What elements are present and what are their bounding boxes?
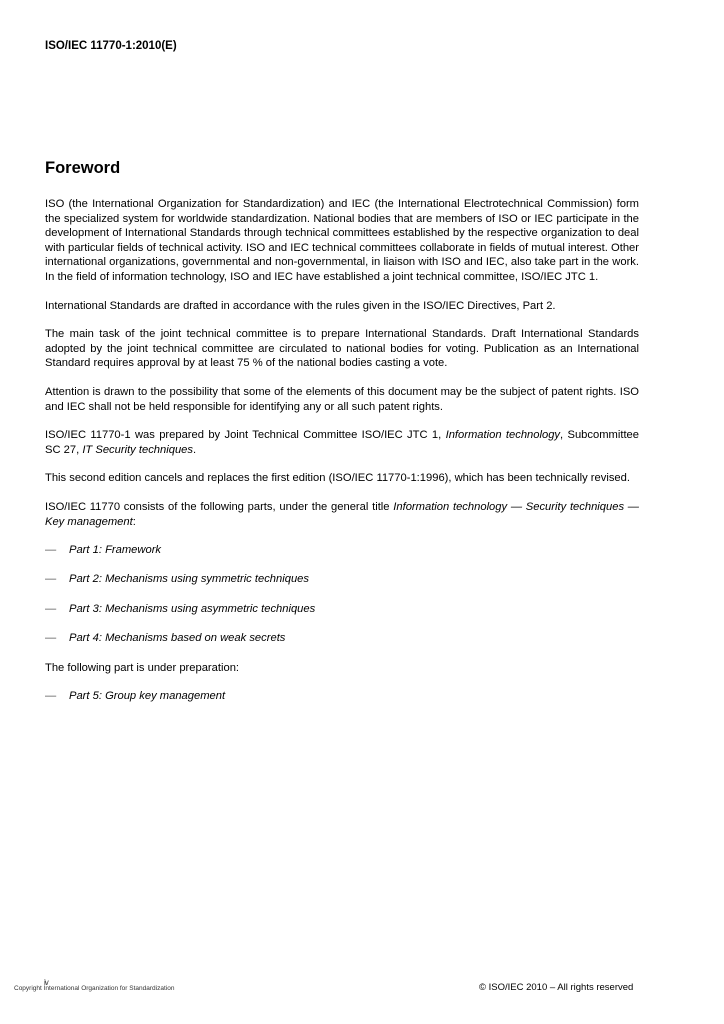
footer-left-text: Copyright International Organization for Standardization <box>14 985 175 992</box>
paragraph-preparation: The following part is under preparation: <box>45 661 240 674</box>
list-item <box>45 602 639 617</box>
footer-copyright-left <box>14 978 175 992</box>
paragraph-prepared-by <box>45 428 639 457</box>
parts-intro-text-c: : <box>132 515 136 528</box>
prepared-by-text-c: , Subcommittee SC 27, <box>45 429 639 456</box>
preparation-list <box>45 689 639 704</box>
prepared-by-italic-d: IT Security techniques <box>82 443 193 456</box>
paragraph-patent: Attention is drawn to the possibility that some of the elements of this document may be the subject of patent rights. ISO and IEC shall not be held responsible for identifying any or all such patent rights. <box>45 385 639 413</box>
list-item-label: Part 2: Mechanisms using symmetric techniques <box>69 573 310 586</box>
paragraph-intro: ISO (the International Organization for Standardization) and IEC (the International Electrotechnical Commission) form the specialized system for worldwide standardization. National bodies that are members of ISO or IEC participate in the development of International Standards through technical committees established by the respective organization to deal with particular fields of technical activity. ISO and IEC technical committees collaborate in fields of mutual interest. Other international organizations, governmental and non-governmental, in liaison with ISO and IEC, also take part in the work. In the field of information technology, ISO and IEC have established a joint technical committee, ISO/IEC JTC 1. <box>45 198 639 283</box>
paragraph-main-task: The main task of the joint technical committee is to prepare International Standards. Draft International Standards adopted by the joint technical committee are circulated to national bodies for voting. Publication as an International Standard requires approval by at least 75 % of the national bodies casting a vote. <box>45 328 639 370</box>
list-item-label: Part 5: Group key management <box>69 690 226 703</box>
list-item <box>45 572 639 587</box>
paragraph-directives: International Standards are drafted in accordance with the rules given in the ISO/IEC Directives, Part 2. <box>45 299 556 312</box>
section-title: Foreword <box>45 159 121 177</box>
parts-intro-italic-b: Information technology — Security techniques — Key management <box>45 500 639 528</box>
footer-copyright-right: © ISO/IEC 2010 – All rights reserved <box>479 982 634 993</box>
list-item-label: Part 3: Mechanisms using asymmetric techniques <box>69 602 316 615</box>
list-item <box>45 631 639 646</box>
list-dash: — <box>45 544 57 557</box>
list-item-label: Part 4: Mechanisms based on weak secrets <box>69 632 286 645</box>
prepared-by-text-e: . <box>193 443 197 456</box>
list-dash: — <box>45 690 57 703</box>
list-dash: — <box>45 573 57 586</box>
list-item-label: Part 1: Framework <box>69 544 162 557</box>
list-item <box>45 689 639 704</box>
list-dash: — <box>45 602 57 615</box>
foreword-body <box>45 197 639 719</box>
prepared-by-text-a: ISO/IEC 11770-1 was prepared by Joint Technical Committee ISO/IEC JTC 1, <box>45 429 446 442</box>
document-id-header: ISO/IEC 11770-1:2010(E) <box>45 40 177 52</box>
parts-intro-text-a: ISO/IEC 11770 consists of the following parts, under the general title <box>45 500 394 513</box>
list-dash: — <box>45 632 57 645</box>
paragraph-parts-intro <box>45 500 639 529</box>
parts-list <box>45 543 639 646</box>
list-item <box>45 543 639 558</box>
prepared-by-italic-b: Information technology <box>445 429 561 442</box>
page-number: iv <box>44 978 48 987</box>
paragraph-edition: This second edition cancels and replaces the first edition (ISO/IEC 11770-1:1996), which has been technically revised. <box>45 472 630 485</box>
